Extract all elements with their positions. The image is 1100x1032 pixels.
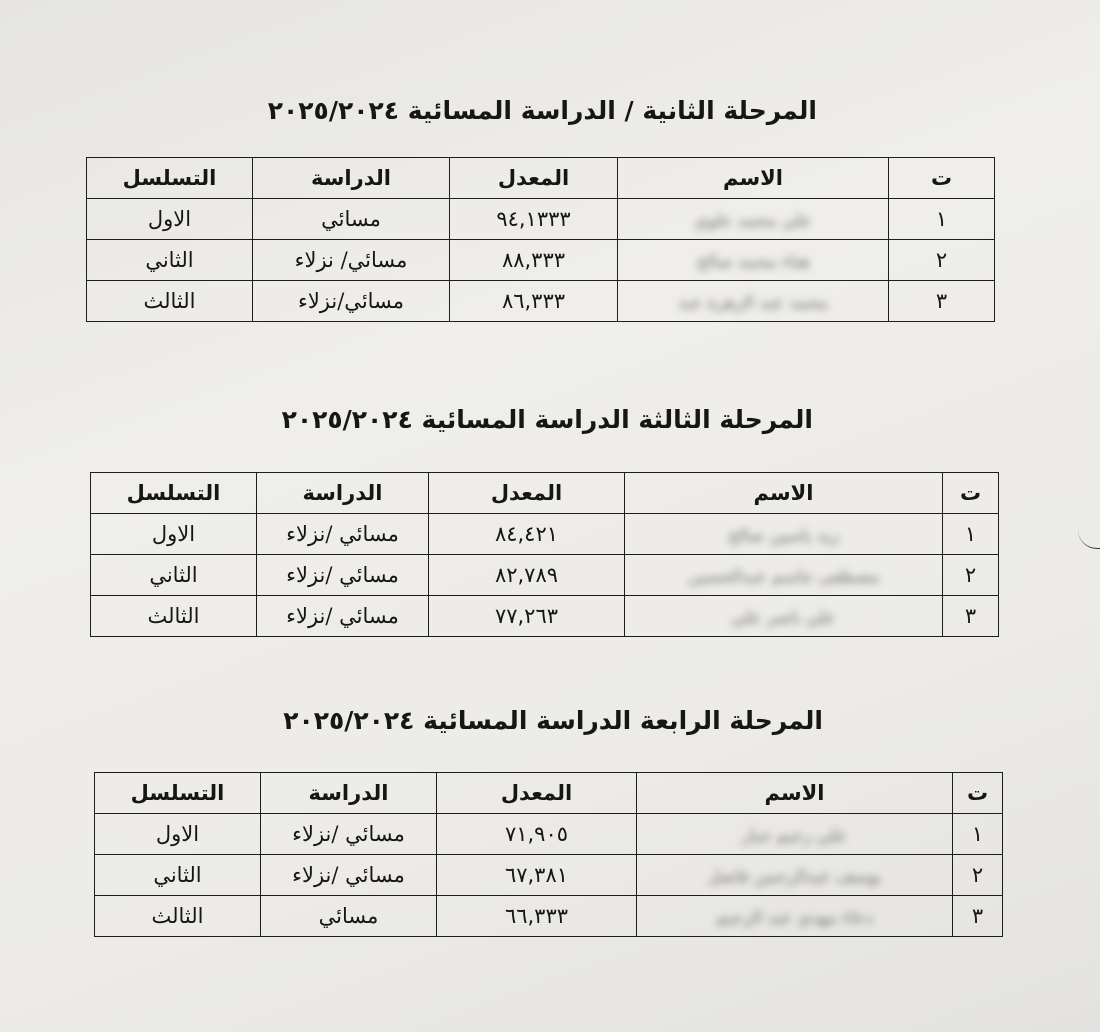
- cell-average: ٩٤,١٣٣٣: [450, 199, 618, 240]
- redacted-name: علي ناصر علي: [731, 608, 836, 628]
- col-header-index: ت: [943, 473, 999, 514]
- table-header-row: [91, 473, 999, 514]
- cell-name: [637, 855, 953, 896]
- col-header-name: الاسم: [637, 773, 953, 814]
- table-row: [87, 240, 995, 281]
- table-header-row: [95, 773, 1003, 814]
- results-table-stage-3: [90, 472, 999, 637]
- section-title-stage-3: المرحلة الثالثة الدراسة المسائية ٢٠٢٥/٢٠٢٤: [281, 405, 813, 434]
- col-header-study: الدراسة: [257, 473, 429, 514]
- cell-index: ١: [943, 514, 999, 555]
- cell-index: ١: [953, 814, 1003, 855]
- cell-index: ٣: [889, 281, 995, 322]
- cell-average: ٦٦,٣٣٣: [437, 896, 637, 937]
- col-header-average: المعدل: [450, 158, 618, 199]
- table-row: [95, 814, 1003, 855]
- table-row: [87, 281, 995, 322]
- cell-index: ٣: [953, 896, 1003, 937]
- cell-average: ٧٧,٢٦٣: [429, 596, 625, 637]
- cell-average: ٦٧,٣٨١: [437, 855, 637, 896]
- col-header-index: ت: [889, 158, 995, 199]
- cell-rank: الثالث: [91, 596, 257, 637]
- cell-rank: الثاني: [87, 240, 253, 281]
- cell-name: [625, 596, 943, 637]
- cell-name: [618, 199, 889, 240]
- cell-study: مسائي: [261, 896, 437, 937]
- cell-rank: الثاني: [91, 555, 257, 596]
- cell-study: مسائي /نزلاء: [257, 596, 429, 637]
- cell-name: [625, 514, 943, 555]
- results-table-stage-2: [86, 157, 995, 322]
- cell-average: ٨٨,٣٣٣: [450, 240, 618, 281]
- cell-rank: الاول: [87, 199, 253, 240]
- cell-study: مسائي /نزلاء: [257, 555, 429, 596]
- results-table-stage-4: [94, 772, 1003, 937]
- col-header-rank: التسلسل: [91, 473, 257, 514]
- redacted-name: علي محمد علوي: [694, 211, 812, 231]
- col-header-rank: التسلسل: [87, 158, 253, 199]
- cell-average: ٨٦,٣٣٣: [450, 281, 618, 322]
- cell-average: ٧١,٩٠٥: [437, 814, 637, 855]
- cell-study: مسائي /نزلاء: [261, 814, 437, 855]
- section-title-stage-2: المرحلة الثانية / الدراسة المسائية ٢٠٢٥/٢٠٢٤: [267, 96, 817, 125]
- table-row: [91, 514, 999, 555]
- col-header-study: الدراسة: [261, 773, 437, 814]
- cell-rank: الثالث: [95, 896, 261, 937]
- cell-rank: الثالث: [87, 281, 253, 322]
- cell-index: ٢: [953, 855, 1003, 896]
- table-row: [87, 199, 995, 240]
- cell-study: مسائي /نزلاء: [261, 855, 437, 896]
- redacted-name: يوسف عبدالرحمن فاضل: [707, 867, 882, 887]
- cell-average: ٨٤,٤٢١: [429, 514, 625, 555]
- cell-rank: الاول: [91, 514, 257, 555]
- section-title-stage-4: المرحلة الرابعة الدراسة المسائية ٢٠٢٥/٢٠٢٤: [283, 706, 823, 735]
- redacted-name: دعاء مهدي عبد الرحيم: [716, 908, 873, 928]
- margin-pen-mark: [1078, 530, 1100, 549]
- redacted-name: زيد ياسين صالح: [728, 526, 839, 546]
- cell-rank: الاول: [95, 814, 261, 855]
- col-header-index: ت: [953, 773, 1003, 814]
- cell-name: [637, 814, 953, 855]
- col-header-name: الاسم: [618, 158, 889, 199]
- redacted-name: مصطفى جاسم عبدالحسين: [688, 567, 879, 587]
- table-header-row: [87, 158, 995, 199]
- table-row: [91, 555, 999, 596]
- col-header-name: الاسم: [625, 473, 943, 514]
- table-row: [95, 896, 1003, 937]
- redacted-name: محمد عبد الزهرة عبد: [678, 293, 828, 313]
- col-header-average: المعدل: [429, 473, 625, 514]
- cell-index: ٢: [889, 240, 995, 281]
- cell-study: مسائي/ نزلاء: [253, 240, 450, 281]
- cell-index: ١: [889, 199, 995, 240]
- col-header-average: المعدل: [437, 773, 637, 814]
- col-header-rank: التسلسل: [95, 773, 261, 814]
- table-row: [95, 855, 1003, 896]
- cell-study: مسائي /نزلاء: [257, 514, 429, 555]
- cell-study: مسائي: [253, 199, 450, 240]
- cell-name: [625, 555, 943, 596]
- redacted-name: علي رحيم جبار: [742, 826, 847, 846]
- cell-index: ٢: [943, 555, 999, 596]
- cell-name: [618, 240, 889, 281]
- col-header-study: الدراسة: [253, 158, 450, 199]
- cell-index: ٣: [943, 596, 999, 637]
- cell-average: ٨٢,٧٨٩: [429, 555, 625, 596]
- table-row: [91, 596, 999, 637]
- cell-name: [637, 896, 953, 937]
- redacted-name: هناء محمد صالح: [696, 252, 810, 272]
- cell-study: مسائي/نزلاء: [253, 281, 450, 322]
- cell-rank: الثاني: [95, 855, 261, 896]
- cell-name: [618, 281, 889, 322]
